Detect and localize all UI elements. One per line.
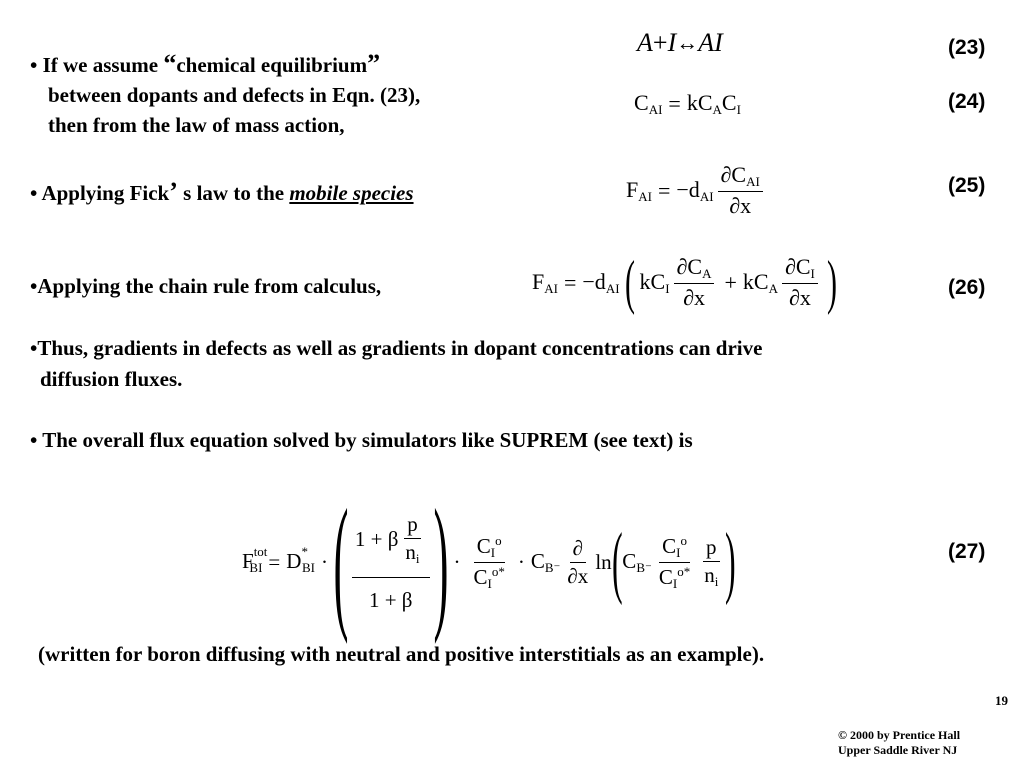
bullet-gradients: •Thus, gradients in defects as well as gradients in dopant concentrations can drive (30, 336, 763, 360)
bullet-chain-rule: •Applying the chain rule from calculus, (30, 274, 382, 298)
equation-number-27: (27) (948, 540, 986, 563)
bullet-gradients-line2: diffusion fluxes. (40, 367, 183, 391)
equation-number-25: (25) (948, 174, 986, 197)
copyright-line2: Upper Saddle River NJ (838, 743, 958, 757)
equation-23: A + I ↔ AI (637, 28, 723, 57)
bullet-ficks-law: • Applying Fick’ s law to the mobile species (30, 177, 414, 206)
mobile-species-emphasis: mobile species (289, 181, 414, 205)
equation-26: $F_{AI}$ = $-d_{AI}$ ( $kC_I$ $\frac{\partial C_A}{\partial x}$ + $kC_A$ $\frac{\partial C_I}{\partial x}$ ) (532, 249, 837, 315)
page-number: 19 (995, 693, 1008, 708)
equation-number-24: (24) (948, 90, 986, 113)
equation-27: $F^{tot}_{BI}$ = $D^*_{BI}$ · ( 1 + β $\frac{p}{n_i}$ 1 + β ) · $\frac{C_I^o}{C_I^{o*}}$ · $C_{B^-}$ $\frac{\partial}{\partial x}$ ln ( $C_{B^-}$ $\frac{C_I^o}{C_I^{o*}}$ $\frac{p}{n_i}$ ) (242, 479, 736, 645)
equation-25: $F_{AI}$ = $-d_{AI}$ $\frac{\partial C_{AI}}{\partial x}$ (626, 162, 767, 219)
equation-24: $C_{AI}$ = $kC_AC_I$ (634, 90, 741, 117)
bullet-equilibrium-line3: then from the law of mass action, (48, 113, 345, 137)
bullet-equilibrium-line2: between dopants and defects in Eqn. (23), (48, 83, 421, 107)
bullet-overall-flux: • The overall flux equation solved by simulators like SUPREM (see text) is (30, 428, 693, 452)
equation-number-23: (23) (948, 36, 986, 59)
copyright-line1: © 2000 by Prentice Hall (838, 728, 961, 742)
boron-example-note: (written for boron diffusing with neutral and positive interstitials as an example). (38, 642, 765, 666)
bullet-equilibrium: • If we assume “chemical equilibrium” (30, 49, 381, 78)
equation-number-26: (26) (948, 276, 986, 299)
